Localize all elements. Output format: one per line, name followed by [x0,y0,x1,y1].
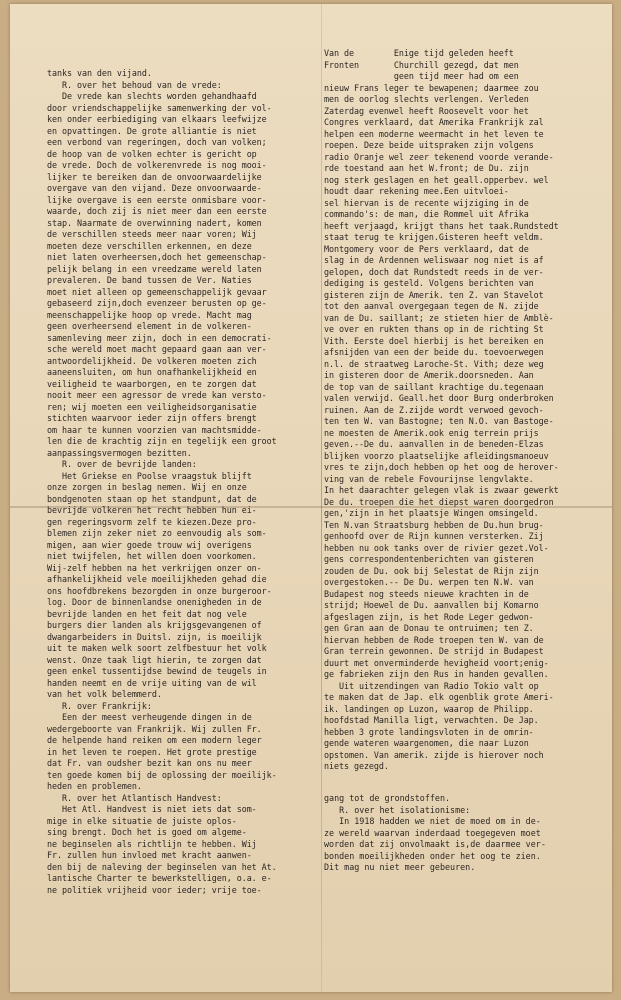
left-column-line: van het volk belemmerd. [47,689,162,699]
right-column-text [324,48,598,773]
right-bottom-line: worden dat zij onvolmaakt is,de daarmee ver- [324,839,546,849]
right-bottom-line: gang tot de grondstoffen. [324,793,451,803]
left-column-line: log. Door de binnenlandse onenigheden in de [47,597,262,607]
left-column-line: heden en problemen. [47,781,142,791]
right-bottom-line: Dit mag nu niet meer gebeuren. [324,862,476,872]
left-column-line: waarde, doch zij is niet meer dan een eerste [47,206,267,216]
left-column-line: ken onder eerbiediging van elkaars leefwijze [47,114,267,124]
right-column-line: afgeslagen zijn, is het Rode Leger gedwon- [324,611,534,622]
left-column-line: de helpende hand reiken om een modern leger [47,735,262,745]
left-column-line: ten goede komen bij de oplossing der moeilijk- [47,769,277,780]
left-column-line: gen regeringsvorm zelf te kiezen.Deze pro- [47,516,257,527]
right-column-line: staat terug te krijgen.Gisteren heeft veldm. [324,232,544,242]
left-column-line: Het Griekse en Poolse vraagstuk blijft [47,470,252,481]
right-column-continuation [324,793,598,874]
right-column-line: gelopen, doch dat Rundstedt reeds in de ver- [324,266,544,277]
left-column-line: meenschappelijke hoop op vrede. Macht mag [47,309,252,320]
left-column-line: aaneensluiten, om hun onafhankelijkheid en [47,367,257,377]
right-column-line: roepen. Deze beide uitspraken zijn volgens [324,140,534,150]
right-column-line: hiervan hebben de Rode troepen ten W. van de [324,634,544,645]
right-column-line: ruinen. Aan de Z.zijde wordt verwoed gevoch- [324,404,544,415]
right-bottom-line: R. over het isolationisme: [324,804,471,815]
left-column-line: ren; wij moeten een veiligheidsorganisatie [47,401,257,412]
left-column-line: ne beginselen als richtlijn te hebben. Wij [47,838,257,849]
left-column-line: ne politiek vrijheid voor ieder; vrije toe- [47,884,262,895]
left-column-line: nooit meer een agressor de vrede kan versto- [47,390,267,400]
right-column-line: zouden de Du. ook bij Selestat de Rijn zijn [324,565,539,576]
left-column-line: De vrede kan slechts worden gehandhaafd [47,91,257,101]
right-column-line: hebben 3 grote landingsvloten in de omrin- [324,726,534,737]
right-column-line: hebben nu ook tanks over de rivier gezet.Vol- [324,542,549,553]
right-column-line: commando's: de man, die Rommel uit Afrika [324,209,529,219]
right-column-line: tot den aanval overgegaan tegen de N. zijde [324,301,539,311]
left-column-line: antwoordelijkheid. De volkeren moeten zich [47,355,257,366]
right-column-line: Montgomery voor de Pers verklaard, dat de [324,243,529,254]
right-bottom-line: In 1918 hadden we niet de moed om in de- [324,816,541,826]
left-column-line: mige in elke situatie de juiste oplos- [47,815,237,826]
left-column-line: dat Fr. van oudsher bezit kan ons nu meer [47,758,252,768]
left-column-line: gebaseerd zijn,doch evenzeer berusten op ge- [47,298,267,308]
left-column-line: de vrede. Doch de volkerenvrede is nog mooi- [47,160,267,170]
left-column-line: pelijk belang in een vreedzame wereld laten [47,263,262,274]
right-column-line: sel hiervan is de recente wijziging in de [324,197,529,208]
left-column-line: samenleving meer zijn, doch in een democrati- [47,332,272,343]
right-column-line: Vith. Eerste doel hierbij is het bereiken en [324,335,544,346]
right-column-line: gisteren zijn de Amerik. ten Z. van Stavelot [324,289,544,300]
right-column-line: men de oorlog slechts verlengen. Verleden [324,94,529,104]
left-column-line: moet niet alleen op gemeenschappelijk gevaar [47,286,267,297]
left-column-line: ons hoofdbrekens bezorgden in onze burgeroor- [47,585,272,596]
right-column-line: ik. landingen op Luzon, waarop de Philipp. [324,703,534,714]
right-column-line: niets gezegd. [324,761,389,771]
left-column-line: lijker te bereiken dan de onvoorwaardelijke [47,171,262,182]
right-column-line: Budapest nog steeds nieuwe krachten in de [324,588,529,599]
right-column-line: genhoofd over de Rijn kunnen versterken. Zij [324,531,544,541]
left-column-line: bevrijde landen en het feit dat nog vele [47,608,247,619]
left-column-line: dwangarbeiders in Duitsl. zijn, is moeilijk [47,631,262,642]
right-column-line: Uit uitzendingen van Radio Tokio valt op [324,680,539,691]
left-column-line: geen overheersend element in de volkeren- [47,321,252,331]
right-bottom-line: bonden moeilijkheden onder het oog te zien. [324,850,541,861]
right-column-line: rde toestand aan het W.front; de Du. zijn [324,163,529,173]
left-column-line: wedergeboorte van Frankrijk. Wij zullen Fr. [47,723,262,734]
right-column-line: dediging is gesteld. Volgens berichten van [324,278,534,288]
right-column-line: ne moesten de Amerik.ook enig terrein prijs [324,427,539,438]
right-column-line: hoofdstad Manilla ligt, verwachten. De Jap. [324,715,539,725]
left-column-line: aanpassingsvermogen bezitten. [47,447,192,458]
left-column-line: burgers dier landen als krijgsgevangenen of [47,620,262,630]
left-column-line: moeten deze verschillen erkennen, en deze [47,240,252,251]
right-column-line: slag in de Ardennen weliswaar nog niet is af [324,255,544,265]
right-column-line: ving van de rebele Fovourijnse lengvlakte. [324,473,534,484]
left-column-line: sing brengt. Doch het is goed om algeme- [47,827,247,837]
left-column-text [47,68,307,896]
left-column-line: sche wereld moet macht gepaard gaan aan ver- [47,344,267,354]
left-column-line: den bij de naleving der beginselen van het At. [47,861,277,872]
left-column-line: onze zorgen in beslag nemen. Wij en onze [47,482,247,492]
left-column-line: R. over de bevrijde landen: [47,459,197,469]
left-column-line: niet laten overheersen,doch het gemeenschap- [47,252,267,262]
left-column-line: in het leven te roepen. Het grote prestige [47,746,257,757]
left-column-line: handen neemt en de vrije uiting van de wil [47,677,257,688]
left-column-line: door vriendschappelijke samenwerking der vol- [47,102,272,113]
left-column-line: Een der meest verheugende dingen in de [47,712,252,722]
right-column-line: nog sterk geslagen en het geall.opperbev. wel [324,174,549,185]
left-column-line: een verbond van regeringen, doch van volken; [47,137,267,147]
right-column-line: Zaterdag evenwel heeft Roosevelt voor het [324,105,529,116]
right-column-line: valen verwijd. Geall.het door Burg onderbroken [324,393,554,403]
left-column-line: om haar te kunnen voorzien van machtsmidde- [47,424,262,435]
right-column-line: in gisteren door de Amerik.doorsneden. Aan [324,370,534,380]
right-column-line: duurt met onverminderde hevigheid voort;enig- [324,657,549,668]
right-column-line: te maken dat de Jap. elk ogenblik grote Ameri- [324,692,554,702]
right-column-line: Ten N.van Straatsburg hebben de Du.hun brug- [324,519,544,530]
left-column-line: overgave van den vijand. Deze onvoorwaarde- [47,183,262,193]
right-column-line: houdt daar rekening mee.Een uitvloei- [324,186,509,196]
left-column-line: stap. Naarmate de overwinning nadert, komen [47,217,262,228]
right-column-line: n.l. de straatweg Laroche-St. Vith; deze weg [324,358,544,369]
right-column-line: Fronten Churchill gezegd, dat men [324,59,519,70]
left-column-line: bondgenoten staan op het standpunt, dat de [47,493,257,504]
right-column-line: Congres verklaard, dat Amerika Frankrijk zal [324,117,544,127]
left-column-line: uit te maken welk soort zelfbestuur het volk [47,643,267,653]
right-column-line: Gran terrein gewonnen. De strijd in Budapest [324,646,544,656]
right-column-line: ten ten W. van Bastogne; ten N.O. van Bastoge- [324,416,554,426]
left-column-line: Fr. zullen hun invloed met kracht aanwen- [47,850,252,860]
right-column-line: radio Oranje wel zeer tekenend voorde verande- [324,151,554,162]
left-column-line: veiligheid te waarborgen, en te zorgen dat [47,378,257,389]
right-column-line: In het daarachter gelegen vlak is zwaar gewerkt [324,485,559,495]
left-column-line: de verschillen steeds meer naar voren; Wij [47,229,257,239]
left-column-line: wenst. Onze taak ligt hierin, te zorgen dat [47,654,262,665]
left-column-line: de hoop van de volken echter is gericht op [47,148,257,159]
left-column-line: niet twijfelen, het willen doen voorkomen. [47,551,257,561]
left-column-line: R. over het Atlantisch Handvest: [47,792,222,803]
left-column-line: stichten waarvoor ieder zijn offers brengt [47,413,257,423]
right-column-line: gens correspondentenberichten van gisteren [324,554,534,564]
right-bottom-line: ze wereld waarvan inderdaad toegegeven moet [324,827,541,838]
left-column-line: prevaleren. De band tussen de Ver. Naties [47,275,252,285]
right-column-line: gende wateren waargenomen, die naar Luzon [324,738,529,748]
right-column-line: opstomen. Van amerik. zijde is hierover noch [324,749,544,760]
right-column-line: Van de Enige tijd geleden heeft [324,48,514,58]
right-column-line: overgestoken.-- De Du. werpen ten N.W. van [324,577,534,587]
left-column-line: geen enkel tussentijdse bewind de teugels in [47,666,267,676]
right-column-line: ge fabrieken zijn den Rus in handen gevallen. [324,669,549,679]
right-column-line: De du. troepen die het diepst waren doorgedron [324,496,554,507]
right-column-line: geen tijd meer had om een [324,71,519,81]
right-column-line: heeft verjaagd, krijgt thans het taak.Rundstedt [324,220,559,231]
right-column-line: vres te zijn,doch hebben op het oog de herover- [324,462,559,472]
left-column-line: lantische Charter te bewerkstelligen, o.a. e- [47,873,272,883]
left-column-line: Het Atl. Handvest is niet iets dat som- [47,804,257,814]
right-column-line: afsnijden van een der beide du. toevoerwegen [324,347,544,357]
left-column-line: migen, aan wier goede trouw wij overigens [47,539,252,550]
left-column-line: tanks van den vijand. [47,68,152,78]
left-column-line: en opvattingen. De grote alliantie is niet [47,125,257,136]
left-column-line: len die de krachtig zijn en tegelijk een groot [47,436,277,446]
right-column-line: de top van de saillant krachtige du.tegenaan [324,381,544,392]
fold-line-vertical [321,4,322,992]
left-column-line: bevrijde volkeren het recht hebben hun ei- [47,505,257,515]
right-column-line: gen Gran aan de Donau te ontruimen; ten Z. [324,623,534,633]
left-column-line: R. over Frankrijk: [47,700,152,711]
left-column-line: blemen zijn zeker niet zo eenvoudig als som- [47,528,267,538]
left-column-line: lijke overgave is een eerste onmisbare voor- [47,194,267,205]
right-column-line: van de Du. saillant; ze stieten hier de Amblè- [324,312,554,323]
right-column-line: gen,'zijn in het plaatsje Wingen omsingeld. [324,508,539,518]
right-column-line: blijken voorzo plaatselijke afleidingsmanoeuv [324,450,549,461]
right-column-line: geven.--De du. aanvallen in de beneden-Elzas [324,439,544,449]
right-column-line: helpen een moderne weermacht in het leven te [324,128,544,139]
left-column-line: afhankelijkheid vele moeilijkheden gehad die [47,574,267,584]
right-column-line: strijd; Hoewel de Du. aanvallen bij Komarno [324,600,539,610]
left-column-line: Wij-zelf hebben na het verkrijgen onzer on- [47,562,262,573]
right-column-line: ve over en rukten thans op in de richting St [324,324,544,334]
left-column-line: R. over het behoud van de vrede: [47,79,222,90]
right-column-line: nieuw Frans leger te bewapenen; daarmee zou [324,82,539,93]
